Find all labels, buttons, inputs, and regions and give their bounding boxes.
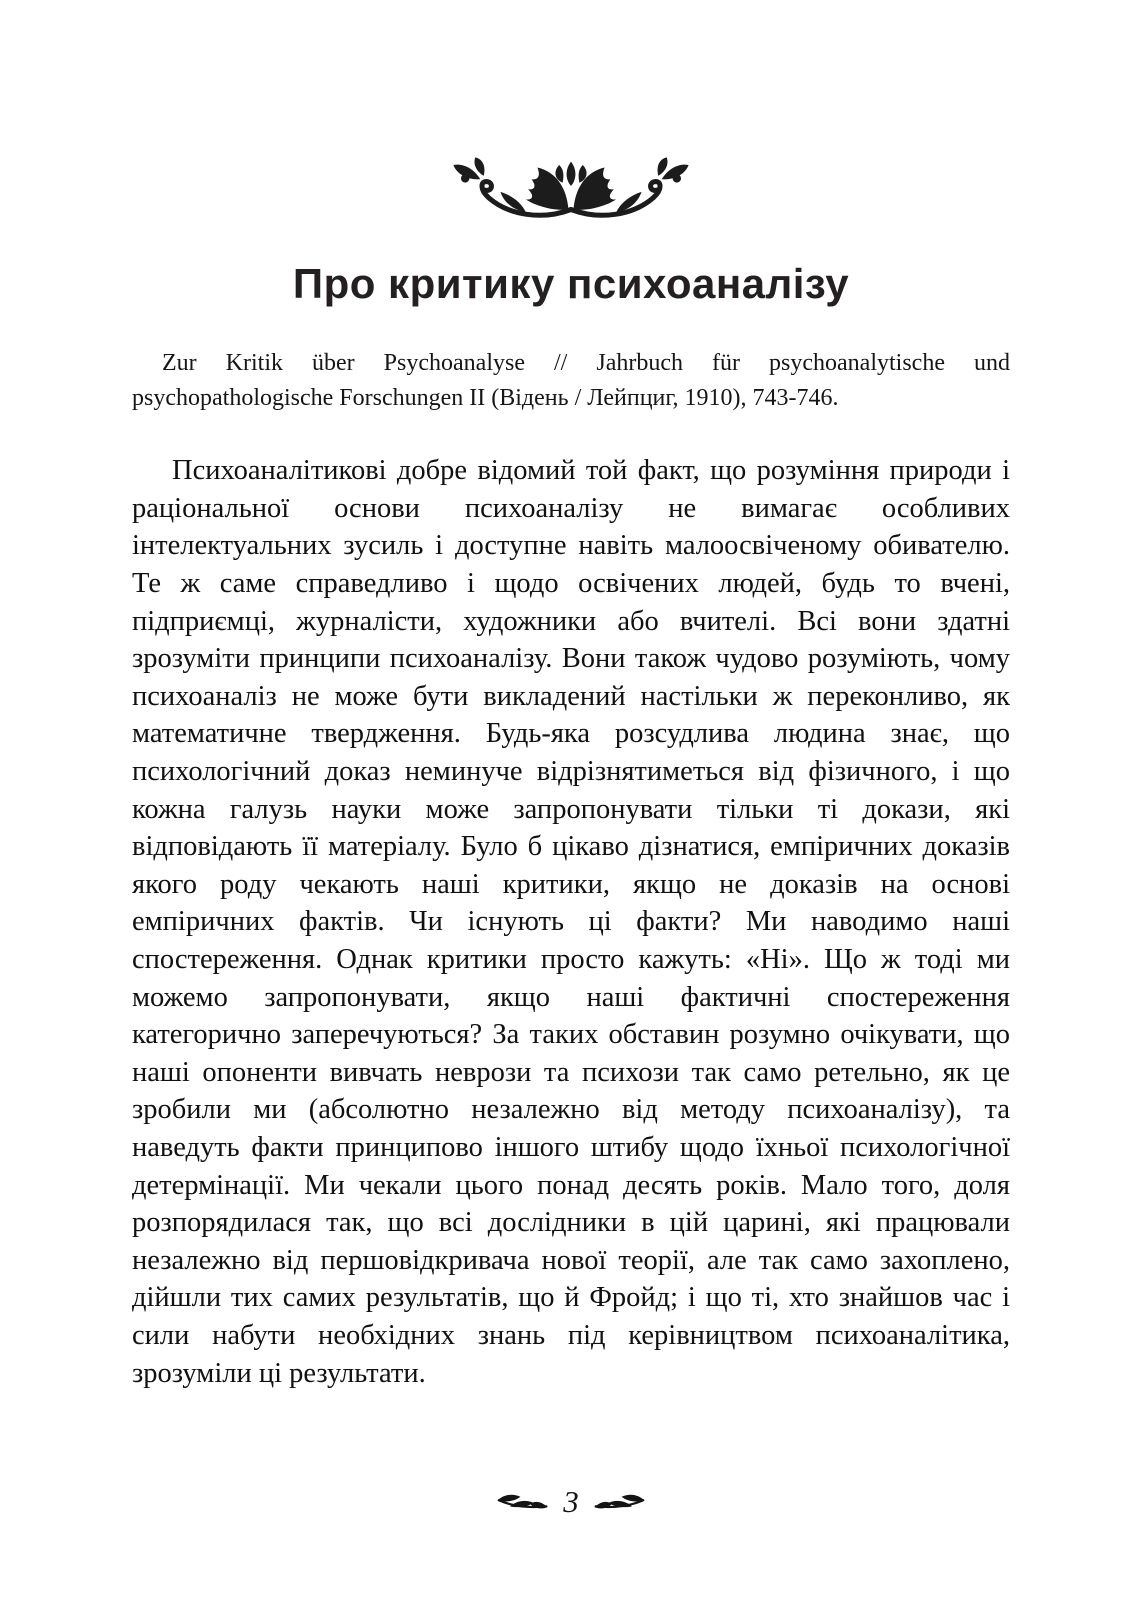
page-footer (0, 1486, 1142, 1517)
floral-ornament-icon (445, 156, 697, 226)
body-paragraph: Психоаналітикові добре відомий той факт, що розуміння природи і раціональної основи психоаналізу не вимагає особливих інтелектуальних зусиль і доступне навіть малоосвіченому обивателю. Те ж саме справедливо і щодо освічених людей, будь то вчені, підприємці, журналісти, художники або вчителі. Всі вони здатні зрозуміти принципи психоаналізу. Вони також чудово розуміють, чому психоаналіз не може бути викладений настільки ж переконливо, як математичне твердження. Будь-яка розсудлива людина знає, що психологічний доказ неминуче відрізнятиметься від фізичного, і що кожна галузь науки може запропонувати тільки ті докази, які відповідають її матеріалу. Було б цікаво дізнатися, емпіричних доказів якого роду чекають наші критики, якщо не доказів на основі емпіричних фактів. Чи існують ці факти? Ми наводимо наші спостереження. Однак критики просто кажуть: «Ні». Що ж тоді ми можемо запропонувати, якщо наші фактичні спостереження категорично заперечуються? За таких обставин розумно очікувати, що наші опоненти вивчать неврози та психози так само ретельно, як це зробили ми (абсолютно незалежно від методу психоаналізу), та наведуть факти принципово іншого штибу щодо їхньої психологічної детермінації. Ми чекали цього понад десять років. Мало того, доля розпорядилася так, що всі дослідники в цій царині, які працювали незалежно від першовідкривача нової теорії, але так само захоплено, дійшли тих самих результатів, що й Фройд; і що ті, хто знайшов час і сили набути необхідних знань під керівництвом психоаналітика, зрозуміли ці результати. (132, 455, 1010, 1389)
page-number: 3 (563, 1484, 579, 1519)
citation-text: Zur Kritik über Psychoanalyse // Jahrbuch für psychoanalytische und psychopathologische Forschungen II (Відень / Лейпциг, 1910), 743-746. (132, 350, 1010, 412)
page-title: Про критику психоаналізу (292, 260, 850, 307)
footer-flourish-left-icon (497, 1491, 549, 1513)
header-ornament (132, 0, 1010, 230)
footer-flourish-right-icon (593, 1491, 645, 1513)
